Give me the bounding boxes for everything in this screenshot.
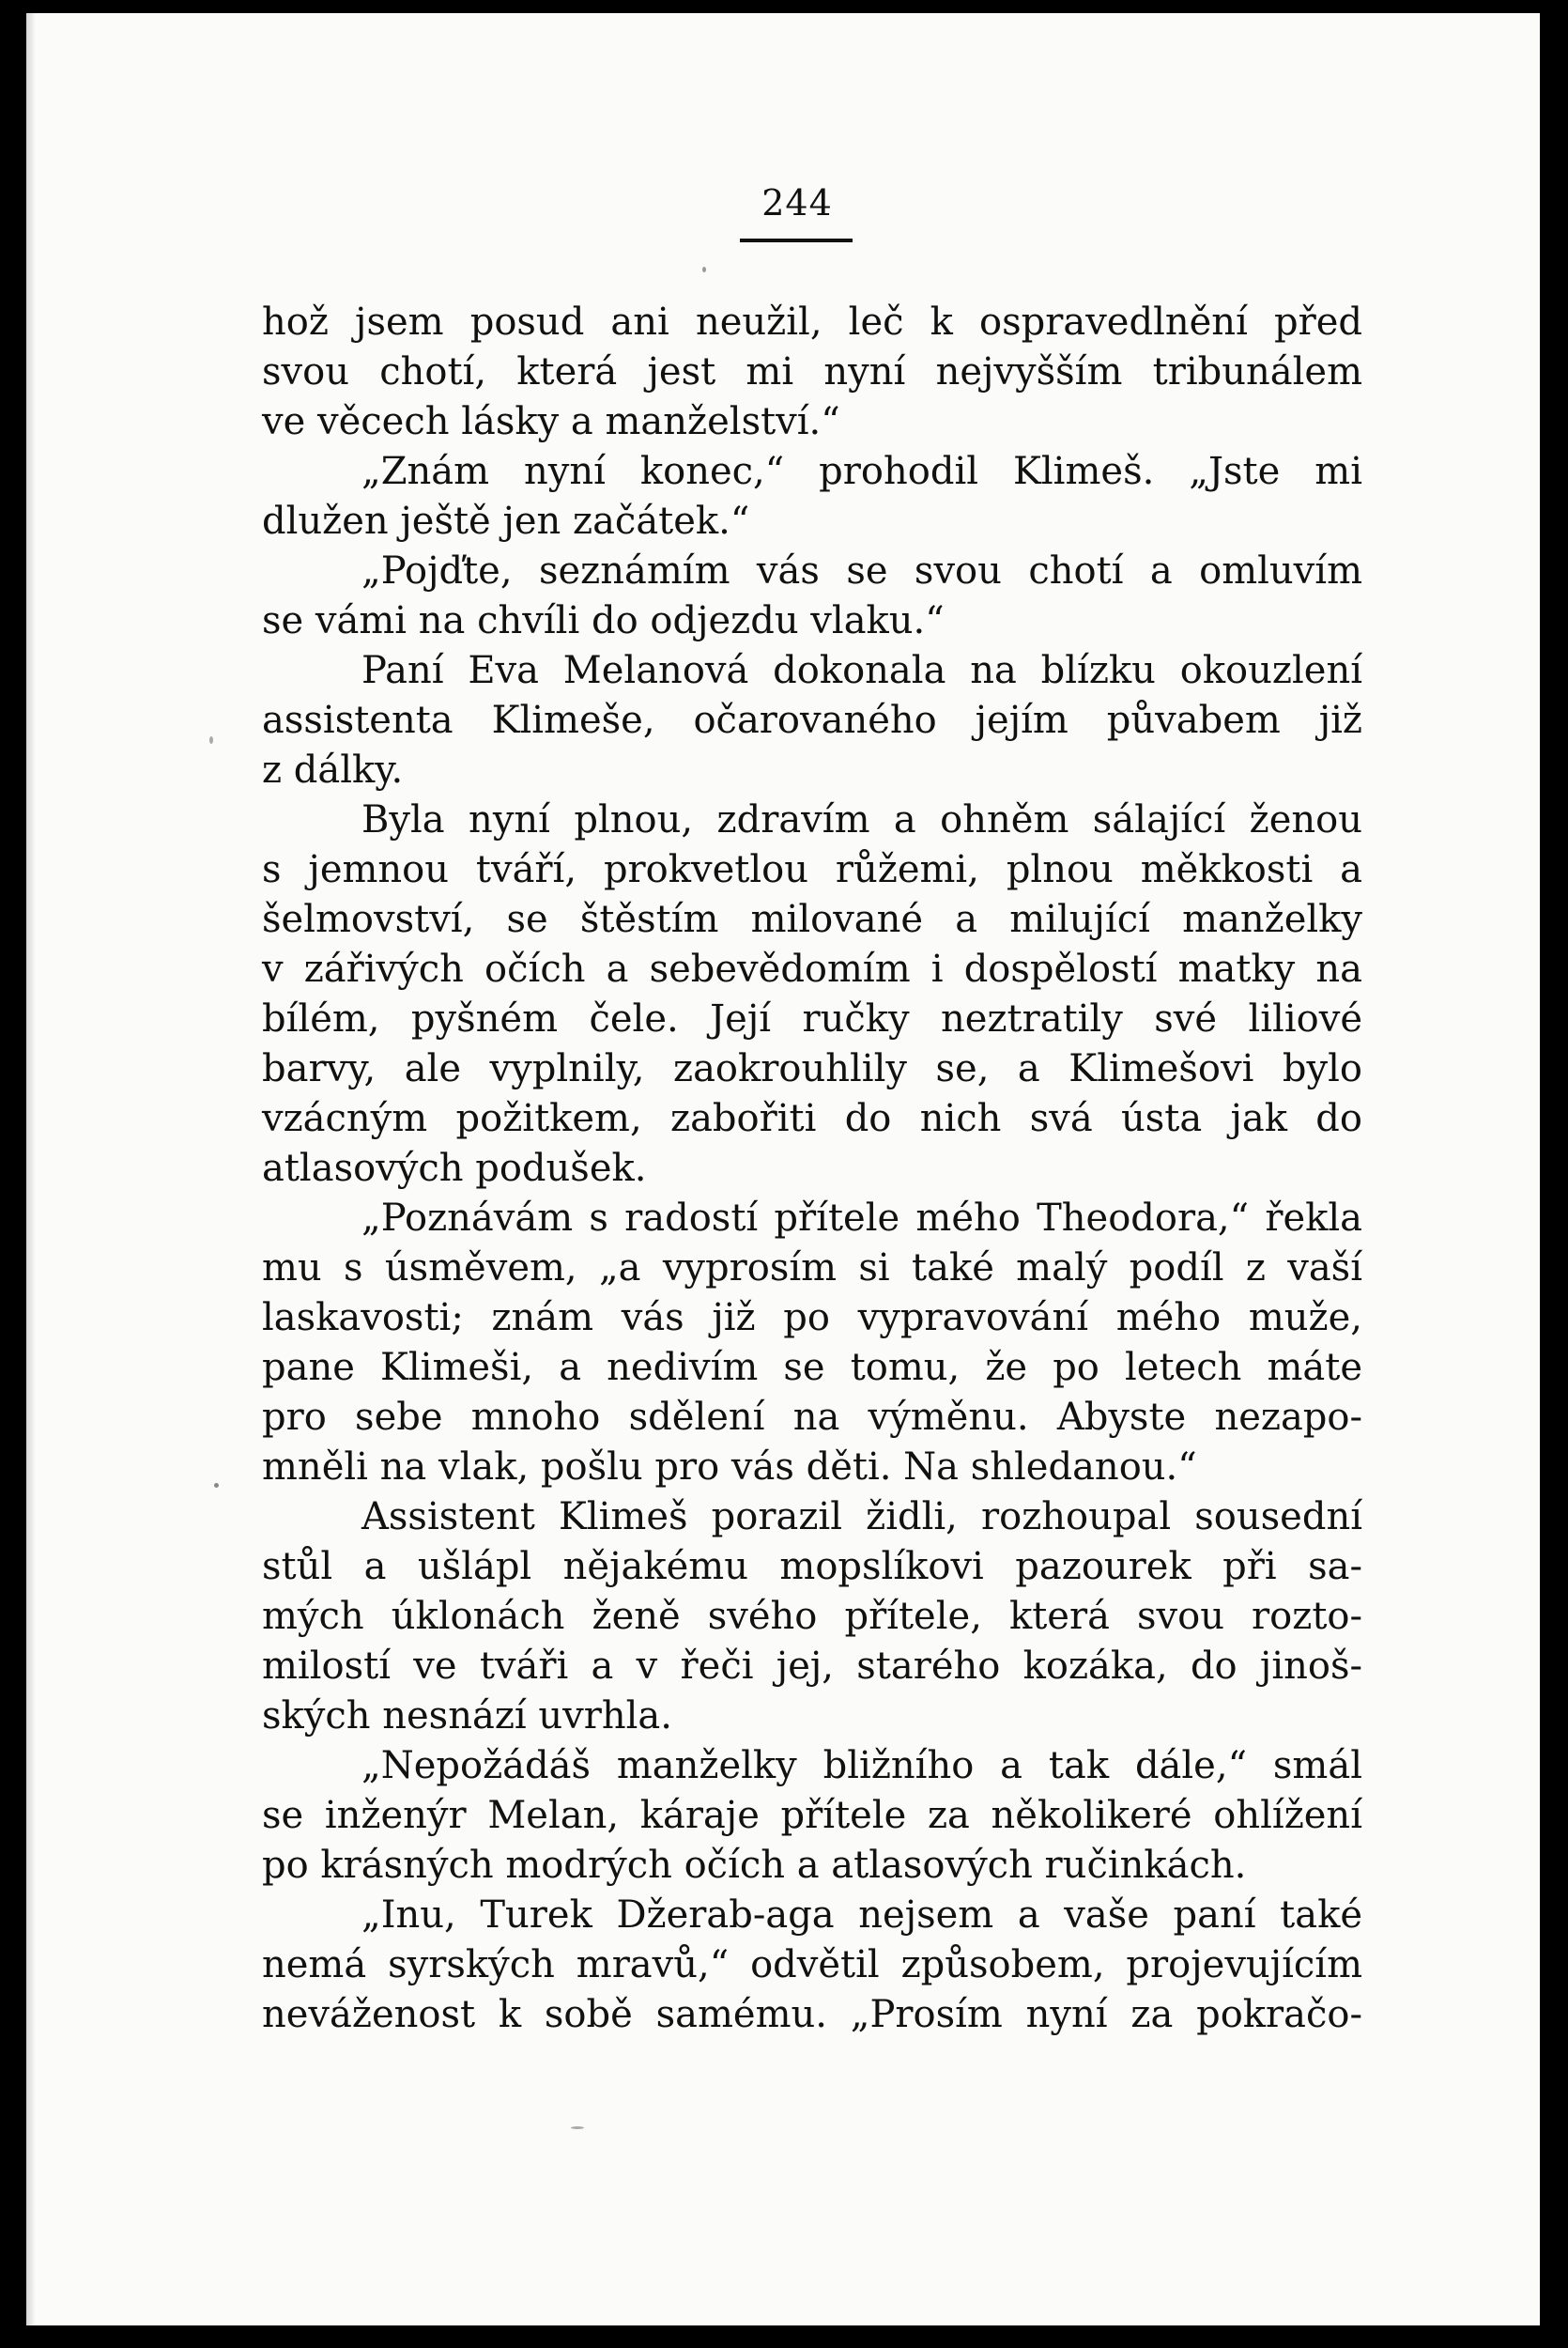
text-line: Paní Eva Melanová dokonala na blízku okouzlení: [361, 649, 1362, 692]
scan-speck: [214, 1483, 219, 1488]
text-line: „Pojďte, seznámím vás se svou chotí a omluvím: [361, 549, 1362, 593]
page-edge-shadow: [26, 13, 36, 2325]
text-line: mněli na vlak, pošlu pro vás děti. Na shledanou.“: [262, 1445, 1197, 1489]
scan-speck: [209, 736, 213, 744]
text-line: po krásných modrých očích a atlasových ručinkách.: [262, 1844, 1247, 1887]
text-line: pane Klimeši, a nedivím se tomu, že po letech máte: [262, 1346, 1362, 1389]
text-line: nemá syrských mravů,“ odvětil způsobem, projevujícím: [262, 1943, 1362, 1986]
text-line: dlužen ještě jen začátek.“: [262, 500, 750, 543]
text-line: v zářivých očích a sebevědomím i dospělostí matky na: [262, 948, 1362, 991]
text-line: „Nepožádáš manželky bližního a tak dále,“ smál: [361, 1744, 1362, 1787]
text-line: ských nesnází uvrhla.: [262, 1694, 672, 1738]
text-line: z dálky.: [262, 749, 404, 792]
body-text: [262, 298, 1362, 2040]
text-line: neváženost k sobě samému. „Prosím nyní za pokračo-: [262, 1993, 1362, 2036]
text-line: atlasových podušek.: [262, 1147, 647, 1190]
text-line: assistenta Klimeše, očarovaného jejím půvabem již: [262, 699, 1362, 742]
page-number-container: [26, 182, 1540, 225]
text-line: šelmovství, se štěstím milované a milující manželky: [262, 898, 1362, 941]
text-line: bílém, pyšném čele. Její ručky neztratily své liliové: [262, 997, 1362, 1041]
book-page: [26, 13, 1540, 2325]
page-number-rule: [740, 239, 853, 242]
text-line: mých úklonách ženě svého přítele, která svou rozto-: [262, 1595, 1362, 1638]
text-line: s jemnou tváří, prokvetlou růžemi, plnou měkkosti a: [262, 848, 1362, 891]
text-line: laskavosti; znám vás již po vypravování mého muže,: [262, 1296, 1362, 1339]
text-line: vzácným požitkem, zabořiti do nich svá ústa jak do: [262, 1097, 1362, 1140]
text-line: „Znám nyní konec,“ prohodil Klimeš. „Jste mi: [361, 450, 1362, 493]
scan-speck: [702, 267, 706, 272]
text-line: Byla nyní plnou, zdravím a ohněm sálající ženou: [361, 798, 1362, 842]
text-line: ve věcech lásky a manželství.“: [262, 400, 840, 443]
text-line: svou chotí, která jest mi nyní nejvyšším tribunálem: [262, 350, 1362, 394]
text-line: Assistent Klimeš porazil židli, rozhoupal sousední: [361, 1495, 1362, 1538]
text-line: se vámi na chvíli do odjezdu vlaku.“: [262, 599, 945, 642]
text-line: milostí ve tváři a v řeči jej, starého kozáka, do jinoš-: [262, 1645, 1362, 1688]
text-line: pro sebe mnoho sdělení na výměnu. Abyste nezapo-: [262, 1396, 1362, 1439]
page-number: 244: [761, 182, 833, 224]
text-line: „Poznávám s radostí přítele mého Theodora,“ řekla: [361, 1197, 1362, 1240]
text-line: hož jsem posud ani neužil, leč k ospravedlnění před: [262, 301, 1362, 344]
scan-speck: [571, 2126, 584, 2129]
text-line: barvy, ale vyplnily, zaokrouhlily se, a Klimešovi bylo: [262, 1047, 1362, 1090]
text-line: se inženýr Melan, káraje přítele za několikeré ohlížení: [262, 1794, 1362, 1837]
text-line: stůl a ušlápl nějakému mopslíkovi pazourek při sa-: [262, 1545, 1362, 1588]
text-line: mu s úsměvem, „a vyprosím si také malý podíl z vaší: [262, 1246, 1362, 1290]
text-line: „Inu, Turek Džerab-aga nejsem a vaše paní také: [361, 1893, 1362, 1937]
